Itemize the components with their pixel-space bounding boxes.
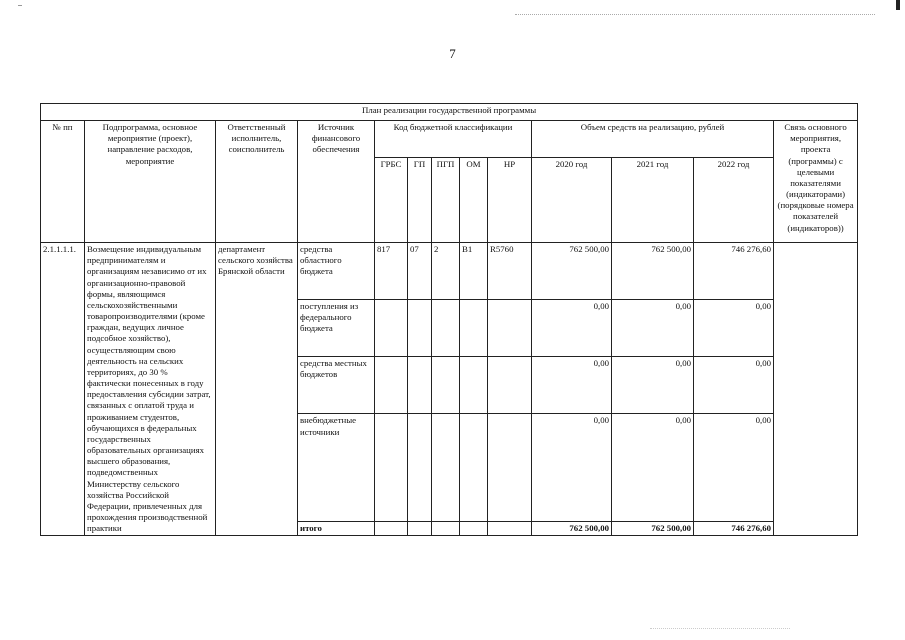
pgp-cell [432, 356, 460, 414]
pgp-cell [432, 414, 460, 521]
amount-2020-cell: 0,00 [532, 414, 612, 521]
amount-2020-cell: 762 500,00 [532, 243, 612, 300]
source-cell: поступления из федерального бюджета [298, 299, 375, 356]
header-budget-code: Код бюджетной классификации [375, 121, 532, 158]
subheader-year-2022: 2022 год [694, 158, 774, 243]
table-caption: План реализации государственной программы [41, 104, 858, 121]
total-2020-cell: 762 500,00 [532, 521, 612, 536]
header-num: № пп [41, 121, 85, 243]
empty-code-cell [432, 521, 460, 536]
entry-executor: департамент сельского хозяйства Брянской области [216, 243, 298, 536]
entry-description: Возмещение индивидуальным предпринимателям и организациям независимо от их организационно-правовой формы, являющимся сельскохозяйственными товаропроизводителями (кроме граждан, ведущих личное подсобное хозяйство), осуществляющим свою деятельность на сельских территориях, до 30 % фактически понесенных в году предоставления субсидии затрат, связанных с оплатой труда и проживанием студентов, обучающихся в федеральных государственных образовательных организациях высшего образования, подведомственных Министерству сельского хозяйства Российской Федерации, привлеченных для прохождения производственной практики [85, 243, 216, 536]
scan-noise-bottom [650, 628, 790, 629]
grbs-cell [375, 356, 408, 414]
np-cell [488, 414, 532, 521]
pgp-cell [432, 299, 460, 356]
gp-cell [408, 356, 432, 414]
grbs-cell [375, 414, 408, 521]
total-2022-cell: 746 276,60 [694, 521, 774, 536]
amount-2021-cell: 0,00 [612, 414, 694, 521]
om-cell: В1 [460, 243, 488, 300]
subheader-pgp: ПГП [432, 158, 460, 243]
source-cell: средства местных бюджетов [298, 356, 375, 414]
total-2021-cell: 762 500,00 [612, 521, 694, 536]
gp-cell: 07 [408, 243, 432, 300]
empty-code-cell [408, 521, 432, 536]
subheader-year-2020: 2020 год [532, 158, 612, 243]
subheader-year-2021: 2021 год [612, 158, 694, 243]
amount-2022-cell: 0,00 [694, 356, 774, 414]
empty-code-cell [375, 521, 408, 536]
subheader-np: НР [488, 158, 532, 243]
np-cell: R5760 [488, 243, 532, 300]
header-volume: Объем средств на реализацию, рублей [532, 121, 774, 158]
indicator-link-cell [774, 243, 858, 536]
om-cell [460, 299, 488, 356]
program-plan-table [40, 103, 858, 536]
header-source: Источник финансового обеспечения [298, 121, 375, 243]
entry-num: 2.1.1.1.1. [41, 243, 85, 536]
corner-scan-mark-left [18, 5, 22, 6]
np-cell [488, 356, 532, 414]
subheader-gp: ГП [408, 158, 432, 243]
amount-2022-cell: 0,00 [694, 299, 774, 356]
gp-cell [408, 299, 432, 356]
om-cell [460, 414, 488, 521]
source-cell: внебюджетные источники [298, 414, 375, 521]
empty-code-cell [488, 521, 532, 536]
header-link: Связь основного мероприятия, проекта (программы) с целевыми показателями (индикаторами) (порядковые номера показателей (индикаторов)) [774, 121, 858, 243]
amount-2022-cell: 0,00 [694, 414, 774, 521]
amount-2021-cell: 0,00 [612, 356, 694, 414]
subheader-grbs: ГРБС [375, 158, 408, 243]
np-cell [488, 299, 532, 356]
gp-cell [408, 414, 432, 521]
amount-2021-cell: 762 500,00 [612, 243, 694, 300]
source-cell: средства областного бюджета [298, 243, 375, 300]
scan-noise-top [515, 14, 875, 15]
header-subprogram: Подпрограмма, основное мероприятие (проект), направление расходов, мероприятие [85, 121, 216, 243]
om-cell [460, 356, 488, 414]
total-label: итого [298, 521, 375, 536]
amount-2020-cell: 0,00 [532, 356, 612, 414]
amount-2020-cell: 0,00 [532, 299, 612, 356]
amount-2021-cell: 0,00 [612, 299, 694, 356]
corner-scan-mark [896, 0, 900, 10]
pgp-cell: 2 [432, 243, 460, 300]
amount-2022-cell: 746 276,60 [694, 243, 774, 300]
page-number: 7 [449, 46, 456, 61]
empty-code-cell [460, 521, 488, 536]
subheader-om: ОМ [460, 158, 488, 243]
grbs-cell [375, 299, 408, 356]
grbs-cell: 817 [375, 243, 408, 300]
header-executor: Ответственный исполнитель, соисполнитель [216, 121, 298, 243]
